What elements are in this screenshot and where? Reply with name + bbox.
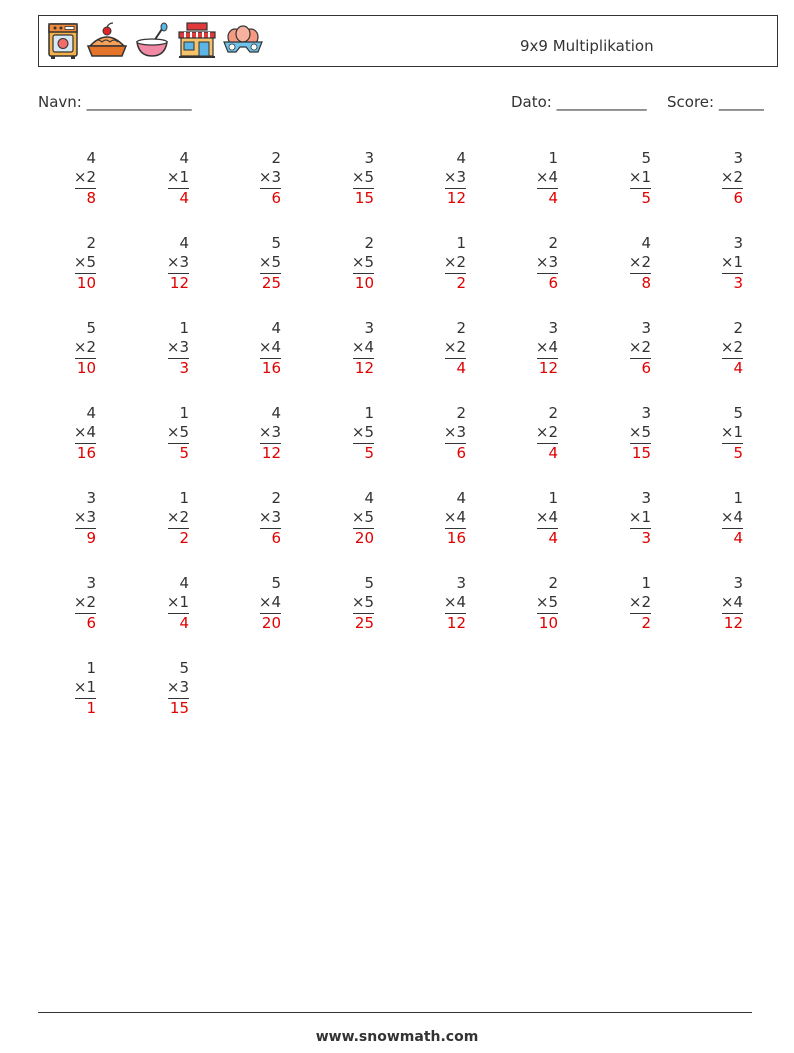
- problem-multiplier: ×5: [351, 253, 374, 271]
- problem-multiplier: ×3: [443, 423, 466, 441]
- problem-answer: 6: [86, 614, 96, 632]
- date-field-label: Dato: ____________: [511, 93, 647, 111]
- mixing-bowl-icon: [134, 22, 170, 64]
- problem-multiplier: ×3: [166, 678, 189, 696]
- problem-answer: 20: [354, 529, 374, 547]
- problem-multiplicand: 1: [179, 319, 189, 337]
- problem-multiplicand: 3: [641, 404, 651, 422]
- problem-answer: 10: [76, 359, 96, 377]
- problem-answer: 6: [733, 189, 743, 207]
- problem-answer: 4: [179, 189, 189, 207]
- problem-answer: 25: [354, 614, 374, 632]
- problem-multiplicand: 2: [364, 234, 374, 252]
- cherry-pie-icon: [86, 22, 128, 64]
- problem-answer: 9: [86, 529, 96, 547]
- problem-multiplicand: 1: [456, 234, 466, 252]
- problem-answer: 25: [261, 274, 281, 292]
- problem-multiplier: ×2: [720, 338, 743, 356]
- problem-multiplier: ×4: [535, 338, 558, 356]
- problem-multiplicand: 3: [641, 489, 651, 507]
- problem-multiplicand: 1: [86, 659, 96, 677]
- problem-item: [611, 319, 651, 378]
- problem-answer: 5: [179, 444, 189, 462]
- problem-answer: 4: [733, 359, 743, 377]
- problem-multiplier: ×2: [73, 593, 96, 611]
- problem-multiplicand: 4: [86, 149, 96, 167]
- problem-multiplicand: 3: [733, 234, 743, 252]
- problem-multiplicand: 1: [733, 489, 743, 507]
- problem-item: [518, 489, 558, 548]
- problem-multiplicand: 3: [364, 149, 374, 167]
- problem-answer: 3: [179, 359, 189, 377]
- problem-answer: 1: [86, 699, 96, 717]
- problem-answer: 6: [271, 189, 281, 207]
- problem-answer: 12: [538, 359, 558, 377]
- problem-answer: 10: [354, 274, 374, 292]
- problem-multiplicand: 3: [86, 489, 96, 507]
- problem-item: [426, 404, 466, 463]
- problem-item: [426, 489, 466, 548]
- problem-multiplicand: 1: [179, 404, 189, 422]
- worksheet-title: 9x9 Multiplikation: [520, 37, 654, 55]
- problem-multiplier: ×2: [166, 508, 189, 526]
- problem-multiplicand: 2: [456, 404, 466, 422]
- problem-answer: 15: [354, 189, 374, 207]
- problem-answer: 2: [179, 529, 189, 547]
- problem-item: [56, 149, 96, 208]
- problem-multiplier: ×2: [73, 168, 96, 186]
- problem-answer: 4: [179, 614, 189, 632]
- problem-item: [518, 404, 558, 463]
- problem-multiplicand: 4: [179, 149, 189, 167]
- problem-answer: 10: [76, 274, 96, 292]
- problem-item: [611, 489, 651, 548]
- problem-item: [241, 489, 281, 548]
- problem-answer: 5: [733, 444, 743, 462]
- problem-item: [611, 574, 651, 633]
- problem-answer: 6: [456, 444, 466, 462]
- problem-multiplier: ×5: [351, 423, 374, 441]
- problem-multiplier: ×2: [73, 338, 96, 356]
- shop-icon: [177, 22, 217, 64]
- problem-multiplicand: 4: [456, 149, 466, 167]
- problem-multiplier: ×5: [535, 593, 558, 611]
- problem-multiplier: ×2: [443, 253, 466, 271]
- problem-multiplicand: 3: [733, 149, 743, 167]
- problem-answer: 5: [641, 189, 651, 207]
- problem-item: [703, 489, 743, 548]
- problem-answer: 12: [169, 274, 189, 292]
- problem-item: [611, 149, 651, 208]
- problem-item: [334, 234, 374, 293]
- problem-item: [611, 234, 651, 293]
- problem-item: [334, 404, 374, 463]
- problem-item: [149, 319, 189, 378]
- problem-multiplier: ×3: [166, 253, 189, 271]
- problem-multiplier: ×5: [351, 593, 374, 611]
- problem-item: [426, 234, 466, 293]
- problem-item: [703, 404, 743, 463]
- problem-multiplicand: 2: [548, 234, 558, 252]
- problem-answer: 6: [641, 359, 651, 377]
- problem-multiplier: ×5: [628, 423, 651, 441]
- problem-item: [703, 319, 743, 378]
- problem-multiplier: ×3: [258, 508, 281, 526]
- problem-multiplier: ×4: [535, 508, 558, 526]
- problem-item: [334, 574, 374, 633]
- problem-multiplicand: 5: [733, 404, 743, 422]
- problem-item: [241, 404, 281, 463]
- problem-multiplier: ×4: [258, 593, 281, 611]
- name-field-label: Navn: ______________: [38, 93, 192, 111]
- problem-item: [518, 149, 558, 208]
- problem-multiplicand: 1: [641, 574, 651, 592]
- problem-item: [426, 149, 466, 208]
- problem-item: [56, 659, 96, 718]
- problem-answer: 6: [271, 529, 281, 547]
- problem-multiplier: ×1: [628, 168, 651, 186]
- problem-item: [703, 149, 743, 208]
- problem-multiplier: ×1: [166, 593, 189, 611]
- problem-answer: 5: [364, 444, 374, 462]
- problem-multiplicand: 3: [733, 574, 743, 592]
- problem-item: [518, 574, 558, 633]
- problem-multiplier: ×4: [720, 593, 743, 611]
- problem-item: [149, 489, 189, 548]
- problem-item: [703, 234, 743, 293]
- problem-multiplicand: 5: [271, 234, 281, 252]
- problem-item: [149, 149, 189, 208]
- problem-item: [56, 319, 96, 378]
- egg-tray-icon: [222, 22, 264, 64]
- problem-answer: 3: [641, 529, 651, 547]
- problem-multiplier: ×4: [720, 508, 743, 526]
- problem-answer: 15: [631, 444, 651, 462]
- problem-answer: 2: [456, 274, 466, 292]
- problem-answer: 8: [86, 189, 96, 207]
- problem-multiplier: ×3: [258, 168, 281, 186]
- problem-multiplicand: 4: [271, 404, 281, 422]
- problem-item: [56, 489, 96, 548]
- problem-multiplicand: 2: [271, 489, 281, 507]
- problem-answer: 15: [169, 699, 189, 717]
- problem-answer: 16: [261, 359, 281, 377]
- problem-multiplicand: 4: [271, 319, 281, 337]
- problem-answer: 16: [446, 529, 466, 547]
- problem-multiplier: ×2: [443, 338, 466, 356]
- problem-multiplier: ×4: [258, 338, 281, 356]
- problem-multiplicand: 4: [86, 404, 96, 422]
- problem-item: [149, 574, 189, 633]
- problem-item: [703, 574, 743, 633]
- problem-multiplier: ×4: [443, 508, 466, 526]
- problem-item: [149, 234, 189, 293]
- problem-answer: 6: [548, 274, 558, 292]
- problem-item: [241, 234, 281, 293]
- problem-multiplier: ×3: [73, 508, 96, 526]
- problem-multiplicand: 2: [548, 404, 558, 422]
- problem-multiplier: ×2: [535, 423, 558, 441]
- problem-multiplier: ×2: [628, 593, 651, 611]
- problem-item: [149, 404, 189, 463]
- problem-answer: 4: [548, 529, 558, 547]
- problem-multiplicand: 1: [364, 404, 374, 422]
- problem-multiplicand: 1: [548, 489, 558, 507]
- problem-multiplier: ×4: [443, 593, 466, 611]
- problem-multiplicand: 4: [179, 234, 189, 252]
- problem-multiplicand: 3: [364, 319, 374, 337]
- problem-item: [334, 489, 374, 548]
- problem-answer: 12: [723, 614, 743, 632]
- problem-multiplicand: 5: [179, 659, 189, 677]
- footer-url: www.snowmath.com: [315, 1029, 479, 1045]
- problem-multiplier: ×5: [73, 253, 96, 271]
- problem-answer: 4: [733, 529, 743, 547]
- problem-multiplicand: 5: [364, 574, 374, 592]
- problem-multiplier: ×3: [535, 253, 558, 271]
- problem-multiplier: ×2: [720, 168, 743, 186]
- oven-icon: [47, 22, 79, 64]
- problem-multiplicand: 1: [548, 149, 558, 167]
- problem-answer: 4: [548, 444, 558, 462]
- problem-item: [518, 234, 558, 293]
- problem-item: [611, 404, 651, 463]
- problem-multiplicand: 3: [86, 574, 96, 592]
- problem-multiplicand: 3: [548, 319, 558, 337]
- problem-item: [56, 234, 96, 293]
- problem-item: [149, 659, 189, 718]
- problem-multiplicand: 2: [548, 574, 558, 592]
- problem-answer: 12: [354, 359, 374, 377]
- problem-answer: 3: [733, 274, 743, 292]
- problem-multiplicand: 2: [456, 319, 466, 337]
- problem-item: [241, 149, 281, 208]
- problem-multiplicand: 4: [179, 574, 189, 592]
- problem-item: [334, 149, 374, 208]
- problem-multiplier: ×5: [351, 168, 374, 186]
- problem-multiplier: ×1: [166, 168, 189, 186]
- problem-multiplicand: 3: [456, 574, 466, 592]
- score-field-label: Score: ______: [667, 93, 764, 111]
- problem-answer: 10: [538, 614, 558, 632]
- problem-multiplicand: 4: [364, 489, 374, 507]
- problem-multiplier: ×2: [628, 338, 651, 356]
- problem-item: [241, 574, 281, 633]
- problem-multiplicand: 2: [86, 234, 96, 252]
- problem-multiplier: ×1: [628, 508, 651, 526]
- problem-answer: 8: [641, 274, 651, 292]
- problem-multiplier: ×3: [443, 168, 466, 186]
- problem-answer: 4: [456, 359, 466, 377]
- problem-multiplicand: 2: [733, 319, 743, 337]
- problem-item: [426, 574, 466, 633]
- problem-item: [56, 574, 96, 633]
- problem-multiplier: ×1: [720, 253, 743, 271]
- problem-answer: 20: [261, 614, 281, 632]
- problem-multiplier: ×4: [351, 338, 374, 356]
- problem-multiplicand: 4: [641, 234, 651, 252]
- problem-multiplier: ×1: [73, 678, 96, 696]
- problem-multiplier: ×3: [166, 338, 189, 356]
- problem-answer: 12: [446, 614, 466, 632]
- problem-answer: 4: [548, 189, 558, 207]
- problem-item: [426, 319, 466, 378]
- problem-item: [334, 319, 374, 378]
- footer-divider: [38, 1012, 752, 1013]
- problem-multiplier: ×1: [720, 423, 743, 441]
- problem-multiplicand: 5: [641, 149, 651, 167]
- problem-multiplier: ×5: [351, 508, 374, 526]
- problem-multiplicand: 5: [271, 574, 281, 592]
- problem-item: [518, 319, 558, 378]
- problem-multiplicand: 4: [456, 489, 466, 507]
- problem-multiplicand: 2: [271, 149, 281, 167]
- problem-answer: 12: [446, 189, 466, 207]
- problem-multiplier: ×3: [258, 423, 281, 441]
- problem-multiplier: ×2: [628, 253, 651, 271]
- problem-item: [241, 319, 281, 378]
- problem-multiplicand: 3: [641, 319, 651, 337]
- problem-answer: 2: [641, 614, 651, 632]
- problem-multiplier: ×4: [535, 168, 558, 186]
- problem-item: [56, 404, 96, 463]
- problem-multiplicand: 5: [86, 319, 96, 337]
- problem-multiplicand: 1: [179, 489, 189, 507]
- problem-multiplier: ×5: [258, 253, 281, 271]
- problem-multiplier: ×5: [166, 423, 189, 441]
- problem-answer: 16: [76, 444, 96, 462]
- problem-multiplier: ×4: [73, 423, 96, 441]
- problem-answer: 12: [261, 444, 281, 462]
